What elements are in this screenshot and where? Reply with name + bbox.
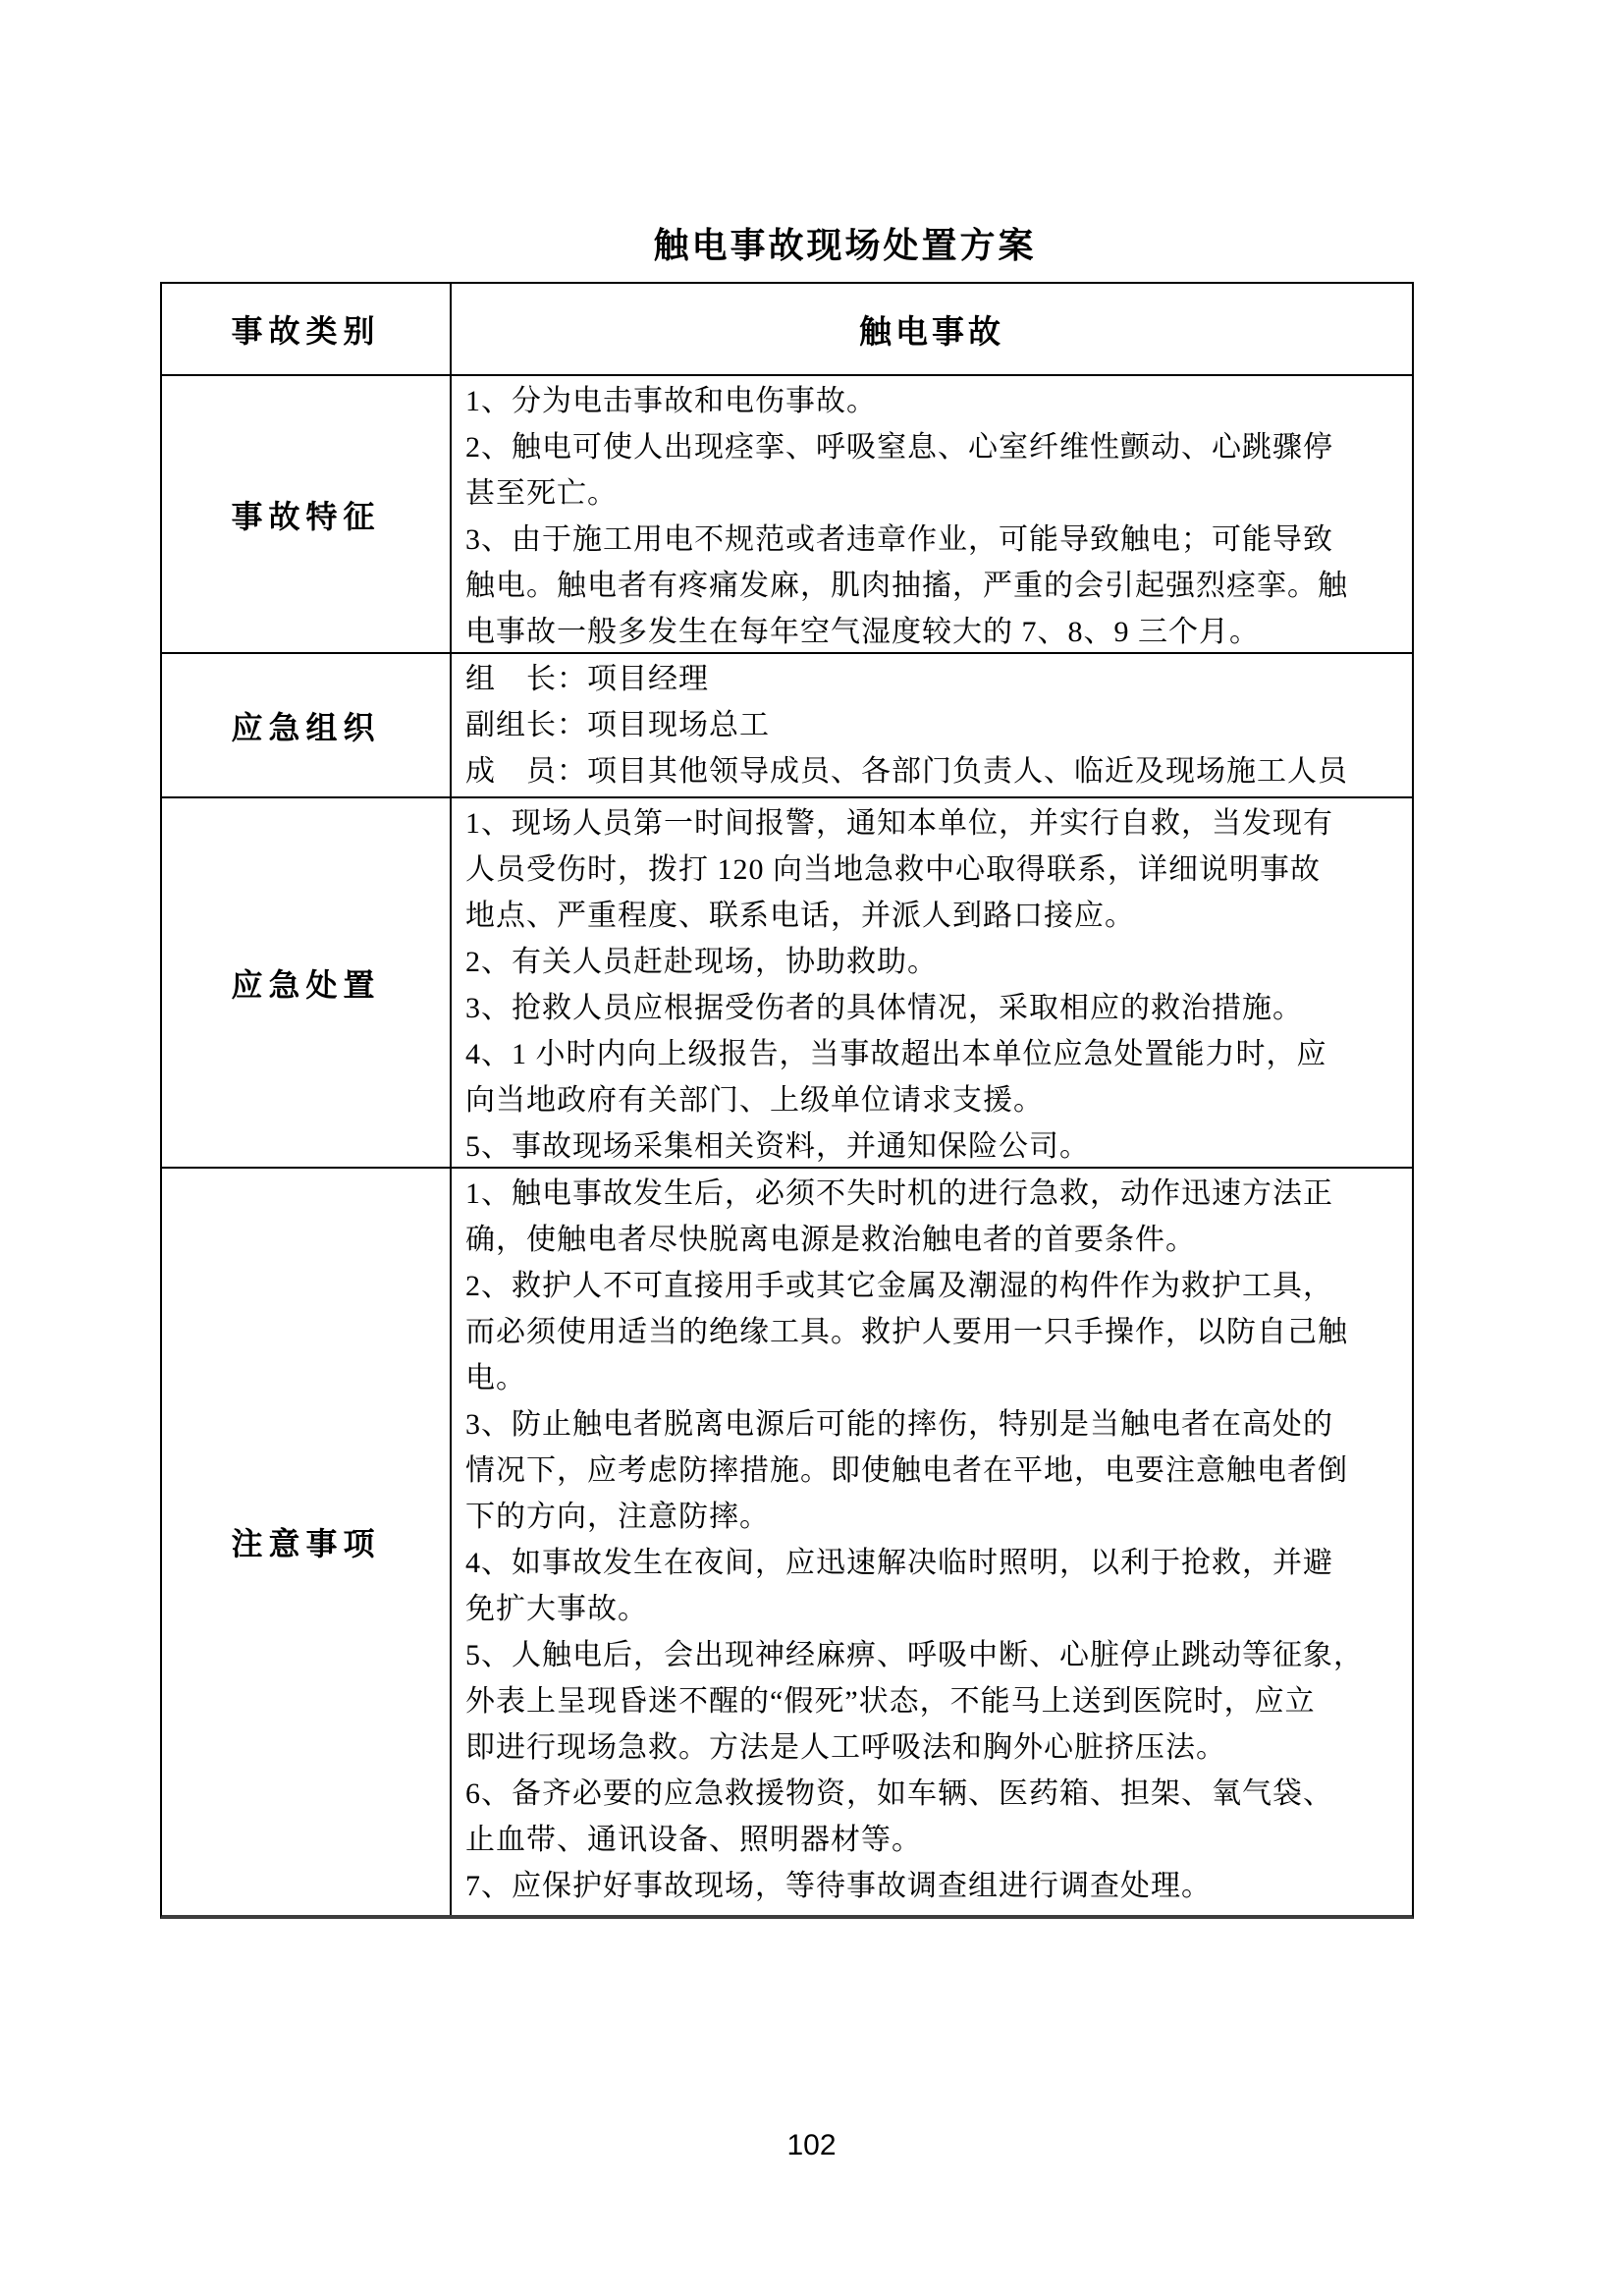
text-line: 止血带、通讯设备、照明器材等。 [465,1824,922,1856]
text-line: 电。 [465,1362,526,1394]
text-line: 2、救护人不可直接用手或其它金属及潮湿的构件作为救护工具， [465,1270,1333,1302]
text-line: 情况下，应考虑防摔措施。即使触电者在平地，电要注意触电者倒 [465,1454,1348,1487]
text-line: 4、如事故发生在夜间，应迅速解决临时照明，以利于抢救，并避 [465,1547,1333,1579]
table-row-features [162,374,1412,652]
text-line: 5、人触电后，会出现神经麻痹、呼吸中断、心脏停止跳动等征象， [465,1639,1364,1671]
table-row-organization [162,652,1412,796]
page-number: 102 [786,2129,837,2161]
text-line: 即进行现场急救。方法是人工呼吸法和胸外心脏挤压法。 [465,1731,1226,1764]
text-line: 电事故一般多发生在每年空气湿度较大的 7、8、9 三个月。 [465,616,1260,648]
text-line: 3、抢救人员应根据受伤者的具体情况，采取相应的救治措施。 [465,992,1303,1024]
text-line: 2、有关人员赶赴现场，协助救助。 [465,946,938,978]
text-line: 3、防止触电者脱离电源后可能的摔伤，特别是当触电者在高处的 [465,1408,1333,1441]
page-title: 触电事故现场处置方案 [653,226,1037,265]
text-line: 1、触电事故发生后，必须不失时机的进行急救，动作迅速方法正 [465,1177,1333,1210]
text-line: 1、分为电击事故和电伤事故。 [465,385,877,417]
text-line: 触电。触电者有疼痛发麻，肌肉抽搐，严重的会引起强烈痉挛。触 [465,570,1348,602]
text-line: 人员受伤时，拨打 120 向当地急救中心取得联系，详细说明事故 [465,853,1321,886]
text-line: 6、备齐必要的应急救援物资，如车辆、医药箱、担架、氧气袋、 [465,1777,1333,1810]
text-line: 副组长：项目现场总工 [465,709,770,741]
text-line: 而必须使用适当的绝缘工具。救护人要用一只手操作，以防自己触 [465,1316,1348,1348]
text-line: 成 员：项目其他领导成员、各部门负责人、临近及现场施工人员 [465,755,1348,788]
text-line: 甚至死亡。 [465,477,618,510]
text-line: 3、由于施工用电不规范或者违章作业，可能导致触电；可能导致 [465,523,1333,556]
text-line: 向当地政府有关部门、上级单位请求支援。 [465,1084,1044,1117]
text-line: 组 长：项目经理 [465,663,709,695]
text-line: 确，使触电者尽快脱离电源是救治触电者的首要条件。 [465,1224,1196,1256]
row-label-response: 应急处置 [162,798,452,1167]
accident-plan-table [160,282,1414,1919]
table-header-row [162,284,1412,374]
row-content-response [452,798,1412,1167]
row-content-notes [452,1169,1412,1915]
text-line: 2、触电可使人出现痉挛、呼吸窒息、心室纤维性颤动、心跳骤停 [465,431,1333,464]
text-line: 4、1 小时内向上级报告，当事故超出本单位应急处置能力时，应 [465,1038,1327,1070]
table-row-response [162,796,1412,1167]
header-cell-accident-type: 触电事故 [859,314,1004,351]
text-line: 免扩大事故。 [465,1593,648,1625]
text-line: 1、现场人员第一时间报警，通知本单位，并实行自救，当发现有 [465,807,1333,840]
row-content-organization [452,654,1412,796]
text-line: 地点、严重程度、联系电话，并派人到路口接应。 [465,900,1135,932]
row-label-organization: 应急组织 [162,654,452,796]
row-content-features [452,376,1412,652]
text-line: 5、事故现场采集相关资料，并通知保险公司。 [465,1130,1090,1163]
row-label-notes: 注意事项 [162,1169,452,1915]
text-line: 外表上呈现昏迷不醒的“假死”状态，不能马上送到医院时，应立 [465,1685,1316,1718]
header-cell-category: 事故类别 [162,284,452,374]
row-label-features: 事故特征 [162,376,452,652]
text-line: 7、应保护好事故现场，等待事故调查组进行调查处理。 [465,1870,1212,1902]
text-line: 下的方向，注意防摔。 [465,1501,770,1533]
table-row-notes [162,1167,1412,1915]
